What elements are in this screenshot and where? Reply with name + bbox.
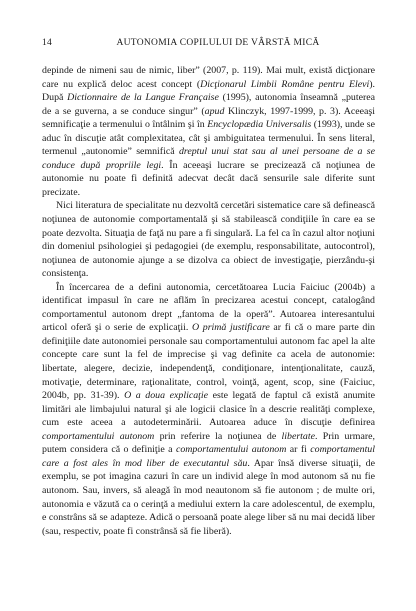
italic-text-run: comportamentului autonom [175, 444, 287, 456]
italic-text-run: apud [204, 105, 225, 117]
italic-text-run: O primă justificare [191, 322, 270, 334]
italic-text-run: comportamentului autonom [42, 430, 155, 442]
text-run: ). După [42, 78, 375, 104]
page-header [42, 38, 374, 50]
italic-text-run: Dictionnaire de la Langue Française [67, 92, 219, 104]
text-run: prin referire la noţiunea de [154, 430, 282, 442]
paragraph-2 [42, 199, 375, 280]
italic-text-run: comportamentul care a fost ales în mod liber de executantul său [42, 444, 375, 469]
paragraph-3 [42, 281, 375, 538]
body-text [42, 64, 375, 538]
italic-text-run: O a doua explicaţie [124, 390, 209, 402]
text-run: . Prin urmare, putem considera că o definiţie a [42, 430, 375, 456]
italic-text-run: libertate [281, 430, 315, 442]
running-title: AUTONOMIA COPILULUI DE VÂRSTĂ MICĂ [116, 38, 320, 48]
page-number: 14 [42, 38, 53, 48]
text-run: (1995), autonomia înseamnă „puterea de a se guverna, a se conduce singur” ( [42, 92, 376, 117]
text-run: Klinczyk, 1997-1999, p. 3). Aceeaşi semnificaţie a termenului o întâlnim şi în [42, 105, 375, 131]
italic-text-run: Encyclopædia Universalis [207, 119, 312, 131]
text-run: Nici literatura de specialitate nu dezvoltă cercetări sistematice care să definească noţiunea de autonomie comportamentală şi să stabilească condiţiile în care ea se poate dezvolta. Situaţia de faţă nu pare a fi singulară. La fel ca în cazul altor noţiuni din domeniul psihologiei şi pedagogiei (de exemplu, responsabilitate, autocontrol), noţiunea de autonomie ajunge a se dizolva ca obiect de investigaţie, pierzându-şi consistenţa. [42, 200, 375, 280]
text-run: ar fi că o mare parte din definiţiile date autonomiei personale sau comportamentului autonom fac apel la alte concepte care sunt la fel de imprecise şi vag definite ca acela de autonomie: libertate, alegere, decizie, independenţă, condiţionare, intenţionalitate, cauză, motivaţie, determinare, raţionalitate, control, voinţă, agent, scop, sine (Faiciuc, 2004b, pp. 31-39). [42, 322, 375, 402]
text-run: . În aceeaşi lucrare se precizează că noţiunea de autonomie nu poate fi definită adecvat decât dacă sensurile sale diferite sunt precizate. [42, 159, 375, 198]
italic-text-run: dreptul unui stat sau al unei persoane de a se conduce după propriile legi [42, 146, 375, 171]
italic-text-run: Dicţionarul Limbii Române pentru Elevi [200, 78, 370, 90]
paragraph-1 [42, 64, 375, 199]
text-run: depinde de nimeni sau de nimic, liber” (2007, p. 119). Mai mult, există dicţionare care nu explică deloc acest concept ( [42, 65, 375, 90]
text-run: ar fi [286, 444, 311, 456]
text-run: (1993), unde se aduc în discuţie atât complexitatea, cât şi ambiguitatea termenului. În sens literal, termenul „autonomie” semnifică [42, 119, 375, 158]
text-run: În încercarea de a defini autonomia, cercetătoarea Lucia Faiciuc (2004b) a identificat impasul în care ne aflăm în precizarea acestui concept, catalogând comportamentul autonom drept „fantoma de la operă”. Autoarea interesantului articol oferă şi o serie de explicaţii. [42, 281, 375, 334]
text-run: este legată de faptul că există anumite limitări ale limbajului natural şi ale logicii clasice în a descrie realităţi complexe, cum este aceea a autodeterminării. Autoarea aduce în discuţie definirea [42, 390, 376, 429]
text-run: . Apar însă diverse situaţii, de exemplu, se pot imagina cazuri în care un individ alege în mod autonom să nu fie autonom. Sau, invers, să aleagă în mod neautonom să fie autonom ; de multe ori, autonomia e văzută ca o cerinţă a mediului extern la care adolescentul, de exemplu, e constrâns să se adapteze. Adică o persoană poate alege liber să nu mai decidă liber (sau, respectiv, poate fi constrânsă să fie liberă). [42, 457, 375, 537]
